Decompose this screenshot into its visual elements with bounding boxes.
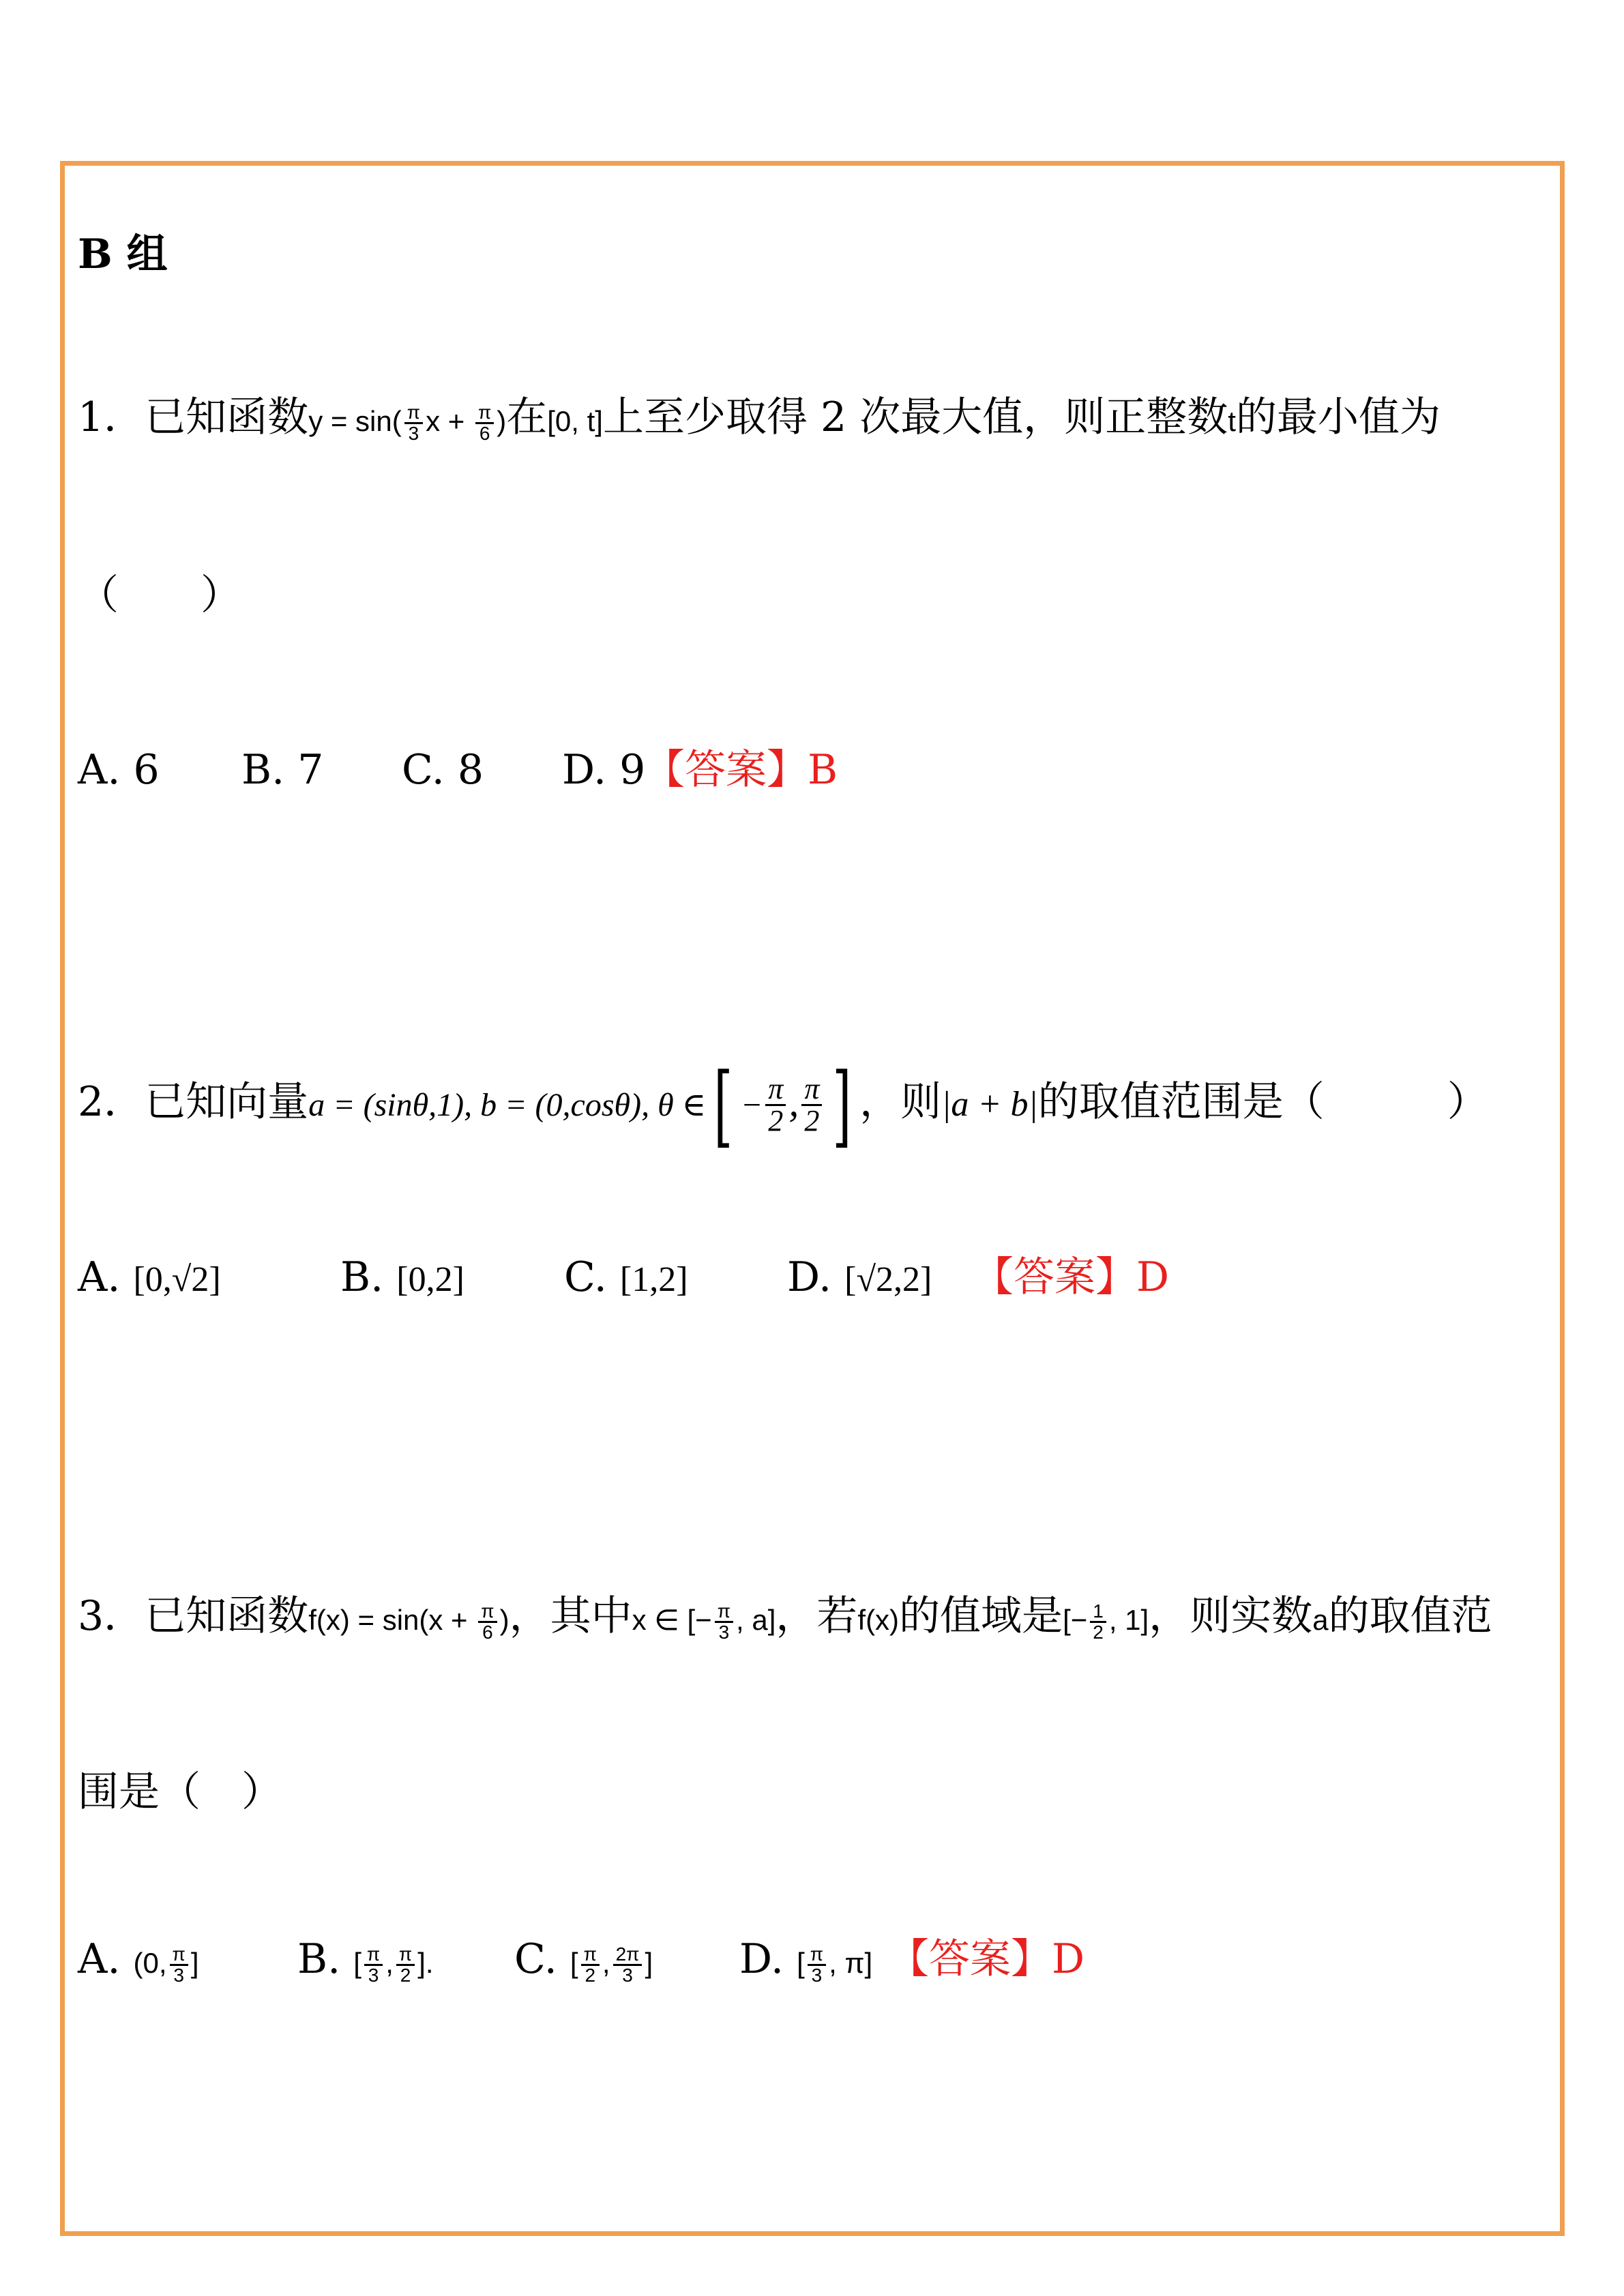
denominator: 3 [173,1965,184,1986]
option-label: C. [564,1253,607,1301]
question-2-stem [78,1053,1488,1157]
fraction [364,1945,383,1985]
answer-label: 【答案】D [888,1935,1085,1983]
option-c: C. 8 [402,746,484,794]
fraction [396,1945,415,1985]
option-a: A. 6 [78,746,160,794]
numerator: π [404,403,423,424]
math-text: [ [353,1947,361,1979]
variable-t: t [1228,405,1236,437]
question-3-stem [78,1589,1492,1648]
fraction [170,1945,188,1985]
answer-label: 【答案】D [973,1253,1170,1301]
numerator: π [478,1602,497,1623]
question-text: 已知函数 [145,393,309,441]
option-value [797,1943,873,1986]
numerator: π [475,403,494,424]
numerator: π [581,1945,600,1966]
math-text: [− [1063,1604,1088,1636]
math-text: ]. [417,1947,434,1979]
fraction [1090,1602,1106,1642]
section-title: B 组 [78,230,168,278]
option-value: [ $\frac{\pi}{2}$ , $\frac{2\pi}{3}$ ] [570,1943,653,1986]
fraction [475,403,494,443]
question-text: ，则 [859,1078,942,1127]
option-value: [0,√2] [133,1260,221,1299]
math-text: x ∈ [− [632,1604,712,1636]
option-value: [ $\frac{\pi}{3}$ , $\frac{\pi}{2}$ ]. [353,1943,434,1986]
question-1-stem [78,390,1441,449]
question-text: 的最小值为 [1235,393,1441,441]
fraction [801,1074,822,1136]
option-label: D. [787,1253,832,1301]
abs-expression: |a + b| [941,1085,1038,1124]
question-number: 2． [78,1078,145,1127]
denominator: 2 [1093,1622,1104,1643]
option-b [297,1932,434,1991]
question-text: 上至少取得 2 次最大值，则正整数 [602,393,1228,441]
option-value: [√2,2] [844,1260,932,1299]
math-text: x + [426,405,473,437]
question-1-paren: （ ） [78,571,241,619]
math-text: [ [570,1947,578,1979]
option-label: A. [78,1935,121,1983]
option-d: D. 9 [562,746,646,794]
fraction [613,1945,643,1985]
option-label: C. [514,1935,557,1983]
option-c [514,1932,653,1991]
fraction [478,1602,497,1642]
math-text: [ [797,1947,805,1979]
numerator: π [396,1945,415,1966]
option-d [787,1250,932,1307]
question-text: ，若 [776,1592,858,1640]
option-b [340,1250,464,1307]
denominator: 3 [368,1965,379,1986]
numerator: 2π [613,1945,643,1966]
question-number: 3． [78,1592,145,1640]
math-text: (0, [133,1947,167,1979]
denominator: 3 [718,1622,730,1643]
question-3-stem-cont: 围是（ ） [78,1768,282,1816]
option-label: B. [340,1253,384,1301]
bracket-open: [ [713,1053,733,1157]
option-c [564,1250,688,1307]
option-a [78,1932,199,1991]
function-expression [308,402,507,445]
numerator: π [765,1074,786,1106]
math-text: ] [645,1947,653,1979]
option-d [739,1932,872,1991]
vector-expression: a = (sinθ,1), b = (0,cosθ), θ ∈ [308,1087,707,1124]
answer-label: 【答案】B [644,746,838,794]
option-label: B. [297,1935,341,1983]
question-text: 的值域是 [899,1592,1063,1640]
math-text: − [740,1087,763,1124]
option-a [78,1250,221,1307]
fraction [404,403,423,443]
math-text: y = sin( [308,405,402,437]
question-3-options [78,1932,1510,1986]
range-expression [1063,1600,1149,1643]
fraction [808,1945,826,1985]
denominator: 2 [585,1965,596,1986]
option-value: [0,2] [396,1260,464,1299]
question-1-options [78,743,1510,797]
denominator: 3 [622,1965,633,1986]
domain-expression [632,1600,776,1643]
denominator: 6 [479,423,490,445]
option-label: D. [739,1935,784,1983]
math-text: , [788,1079,799,1125]
option-label: A. [78,1253,121,1301]
math-text: ] [190,1947,199,1979]
option-b: B. 7 [241,746,324,794]
interval-expression: [0, t] [547,405,603,437]
question-text: 已知函数 [145,1592,309,1640]
denominator: 3 [811,1965,823,1986]
math-text: f(x) = sin(x + [308,1604,476,1636]
denominator: 3 [408,423,419,445]
fraction [715,1602,733,1642]
question-text: 在 [506,393,548,441]
function-expression [308,1600,510,1643]
question-text: ，其中 [509,1592,632,1640]
variable-a: a [1312,1604,1329,1636]
option-value: [1,2] [619,1260,688,1299]
numerator: 1 [1090,1602,1106,1623]
math-text: , a] [736,1604,776,1636]
numerator: π [801,1074,822,1106]
content-frame [60,161,1565,2236]
question-text: 的取值范 [1328,1592,1492,1640]
bracket-close: ] [832,1053,852,1157]
numerator: π [170,1945,188,1966]
math-text: ) [499,1604,510,1636]
numerator: π [715,1602,733,1623]
denominator: 2 [804,1104,820,1137]
question-2-options [78,1250,1510,1304]
math-text: ) [497,405,507,437]
fraction [765,1074,786,1136]
denominator: 2 [768,1104,784,1137]
math-text: , 1] [1108,1604,1149,1636]
numerator: π [364,1945,383,1966]
math-text: , π] [829,1947,873,1979]
question-text: ，则实数 [1149,1592,1313,1640]
question-text: 已知向量 [145,1078,309,1127]
denominator: 2 [400,1965,411,1986]
question-number: 1． [78,393,145,441]
numerator: π [808,1945,826,1966]
question-text: 的取值范围是（ ） [1037,1078,1488,1127]
option-value [133,1943,199,1986]
denominator: 6 [482,1622,493,1643]
function-name: f(x) [857,1604,900,1636]
fraction [581,1945,600,1985]
